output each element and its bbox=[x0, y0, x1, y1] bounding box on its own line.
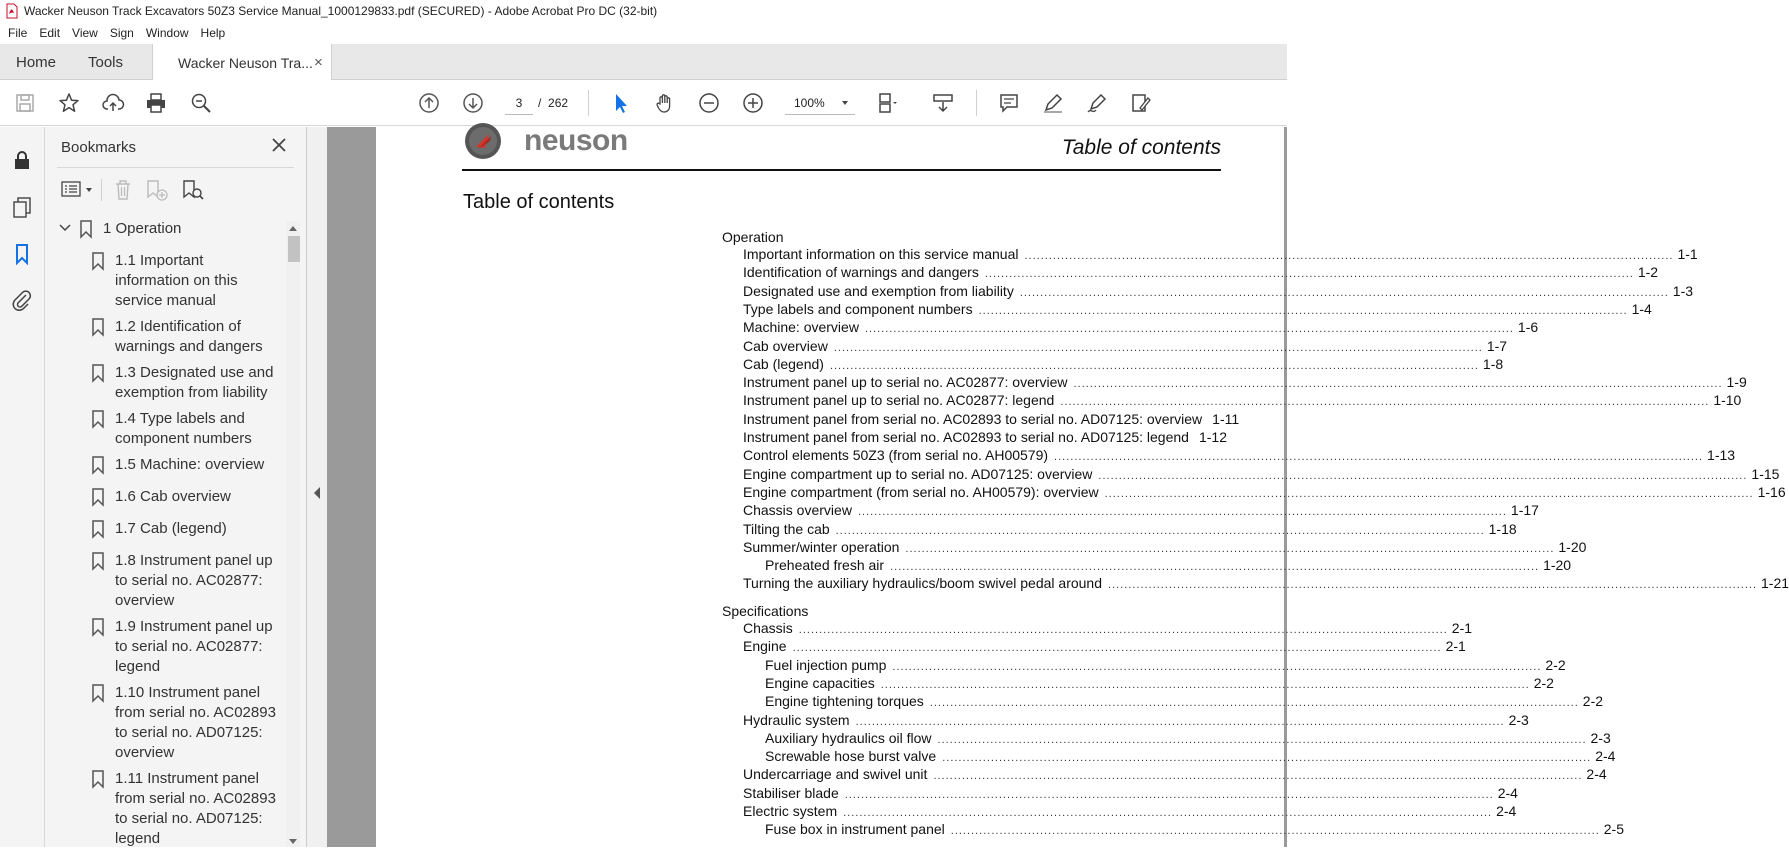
pdf-page bbox=[376, 124, 1789, 847]
toc-entry[interactable] bbox=[765, 729, 1611, 746]
new-bookmark-icon[interactable] bbox=[145, 179, 169, 201]
zoom-out-icon[interactable] bbox=[696, 90, 722, 116]
zoom-level-select[interactable]: 100% bbox=[785, 91, 855, 115]
menu-window[interactable]: Window bbox=[145, 26, 189, 40]
toc-leader-dots: ................................................................................................................................................................ bbox=[1098, 469, 1748, 482]
toc-entry[interactable] bbox=[743, 803, 1517, 819]
tab-tools[interactable]: Tools bbox=[88, 53, 124, 71]
toc-leader-dots: ................................................................................................................................................................ bbox=[978, 304, 1628, 317]
toc-entry-page: 1-13 bbox=[1707, 447, 1736, 464]
toc-leader-dots: ................................................................................................................................................................ bbox=[1024, 250, 1674, 262]
bookmark-label bbox=[115, 487, 280, 507]
bookmark-label-line: 1.1 Important bbox=[115, 252, 204, 269]
print-icon[interactable] bbox=[143, 90, 169, 116]
toc-entry-page: 1-21 bbox=[1761, 575, 1789, 592]
bookmark-label bbox=[115, 455, 280, 475]
toc-entry[interactable] bbox=[743, 784, 1518, 801]
page-header-title: Table of contents bbox=[1061, 136, 1221, 159]
bookmark-label-line: 1.5 Machine: overview bbox=[115, 456, 265, 473]
toc-leader-dots: ................................................................................................................................................................ bbox=[1054, 451, 1704, 464]
toc-entry-title: Hydraulic system bbox=[743, 711, 850, 728]
toc-entry[interactable] bbox=[743, 374, 1747, 391]
bookmark-item[interactable] bbox=[91, 487, 280, 507]
toc-entry-title: Engine bbox=[743, 638, 787, 655]
bookmark-item[interactable] bbox=[91, 409, 280, 449]
toc-entry[interactable] bbox=[743, 264, 1659, 281]
bookmark-label-line: information on this bbox=[115, 272, 238, 289]
toc-leader-dots: ................................................................................................................................................................ bbox=[929, 697, 1579, 710]
toc-entry-page: 1-3 bbox=[1672, 282, 1694, 299]
toc-leader-dots: ................................................................................................................................................................ bbox=[1060, 396, 1710, 409]
toc-entry-page: 1-1 bbox=[1677, 246, 1698, 262]
toc-entry-title: Tilting the cab bbox=[743, 520, 830, 537]
bookmark-label-line: 1.9 Instrument panel up bbox=[115, 618, 273, 635]
sign-pen-icon[interactable] bbox=[1084, 90, 1110, 116]
bookmarks-list bbox=[53, 219, 285, 847]
bookmark-label-line: 1.7 Cab (legend) bbox=[115, 520, 227, 537]
bookmark-label-line: exemption from liability bbox=[115, 384, 268, 401]
bookmark-label bbox=[115, 769, 280, 849]
fit-page-icon[interactable] bbox=[874, 90, 900, 116]
toc-entry-page: 1-12 bbox=[1198, 429, 1227, 445]
bookmark-label bbox=[115, 363, 280, 403]
bookmark-label bbox=[115, 683, 280, 763]
bookmark-icon bbox=[91, 770, 105, 788]
toc-entry-page: 2-4 bbox=[1496, 803, 1517, 819]
bookmark-label bbox=[103, 219, 268, 239]
toc-entry-title: Instrument panel up to serial no. AC02877: legend bbox=[743, 392, 1055, 409]
toc-leader-dots: ................................................................................................................................................................ bbox=[829, 359, 1479, 372]
toc-leader-dots: ................................................................................................................................................................ bbox=[844, 788, 1494, 801]
bookmark-item[interactable] bbox=[91, 617, 280, 677]
toc-entry-title: Instrument panel from serial no. AC02893 to serial no. AD07125: overview bbox=[743, 410, 1203, 427]
toc-entry-page: 2-3 bbox=[1508, 711, 1529, 728]
toolbar-separator bbox=[588, 90, 589, 116]
toc-entry-title: Important information on this service manual bbox=[743, 246, 1019, 262]
toc-entry[interactable] bbox=[743, 282, 1694, 299]
logo-wordmark: neuson bbox=[524, 124, 628, 157]
bookmarks-scrollbar[interactable] bbox=[286, 221, 300, 847]
toc-entry-page: 2-4 bbox=[1586, 766, 1607, 783]
menu-help[interactable]: Help bbox=[200, 26, 226, 40]
bookmark-label-line: 1.4 Type labels and bbox=[115, 410, 245, 427]
toc-entry-page: 1-17 bbox=[1510, 502, 1539, 519]
toc-entry-title: Type labels and component numbers bbox=[743, 300, 973, 317]
toc-leader-dots: ................................................................................................................................................................ bbox=[1019, 286, 1669, 299]
toc-heading: Table of contents bbox=[463, 191, 615, 213]
next-page-icon[interactable] bbox=[460, 90, 486, 116]
navigation-rail bbox=[0, 127, 45, 847]
panel-collapse-handle[interactable] bbox=[307, 127, 327, 847]
toc-entry[interactable] bbox=[743, 538, 1587, 555]
toc-leader-dots: ................................................................................................................................................................ bbox=[942, 752, 1592, 765]
page-thumbnails-icon[interactable] bbox=[11, 196, 33, 218]
bookmark-label bbox=[115, 617, 280, 677]
toc-leader-dots: ................................................................................................................................................................ bbox=[843, 807, 1493, 819]
bookmarks-toolbar bbox=[61, 177, 291, 205]
toc-leader-dots: ................................................................................................................................................................ bbox=[984, 268, 1634, 281]
bookmark-item[interactable] bbox=[91, 769, 280, 849]
toc-entry-title: Identification of warnings and dangers bbox=[743, 264, 979, 281]
toc-entry[interactable] bbox=[743, 502, 1539, 519]
toc-entry-page: 2-5 bbox=[1603, 821, 1624, 838]
toc-entry-page: 2-3 bbox=[1590, 729, 1611, 746]
toc-entry-title: Auxiliary hydraulics oil flow bbox=[765, 729, 932, 746]
bookmark-label-line: legend bbox=[115, 830, 161, 847]
toc-leader-dots: ................................................................................................................................................................ bbox=[792, 642, 1442, 655]
lock-icon[interactable] bbox=[11, 149, 33, 171]
toc-entry-title: Fuel injection pump bbox=[765, 656, 887, 673]
toc-entry[interactable] bbox=[743, 766, 1607, 783]
toc-entry-title: Designated use and exemption from liability bbox=[743, 282, 1014, 299]
tab-home[interactable]: Home bbox=[16, 53, 57, 71]
toc-entry-page: 2-1 bbox=[1445, 638, 1466, 655]
bookmark-icon bbox=[91, 552, 105, 570]
select-cursor-icon[interactable] bbox=[607, 90, 633, 116]
bookmarks-panel bbox=[45, 127, 307, 847]
toc-entry-page: 1-10 bbox=[1713, 392, 1742, 409]
previous-page-icon[interactable] bbox=[416, 90, 442, 116]
toc-entry-title: Engine tightening torques bbox=[765, 693, 924, 710]
bookmark-item[interactable] bbox=[91, 519, 280, 539]
tab-bar bbox=[0, 44, 1287, 80]
bookmark-label-line: service manual bbox=[115, 292, 216, 309]
toc-entry[interactable] bbox=[743, 392, 1742, 409]
bookmark-label bbox=[115, 519, 280, 539]
toc-entry-title: Electric system bbox=[743, 803, 838, 819]
toc-entry-title: Stabiliser blade bbox=[743, 784, 839, 801]
attachments-paperclip-icon[interactable] bbox=[11, 289, 33, 311]
toc-entry-title: Engine compartment up to serial no. AD07125: overview bbox=[743, 465, 1093, 482]
bookmark-label bbox=[115, 251, 280, 311]
scroll-mode-icon[interactable] bbox=[930, 90, 956, 116]
toc-leader-dots: ................................................................................................................................................................ bbox=[857, 506, 1507, 519]
menu-sign[interactable]: Sign bbox=[109, 26, 134, 40]
menu-edit[interactable]: Edit bbox=[39, 26, 61, 40]
toc-leader-dots: ................................................................................................................................................................ bbox=[880, 678, 1530, 691]
zoom-in-icon[interactable] bbox=[740, 90, 766, 116]
bookmark-label-line: from serial no. AC02893 bbox=[115, 704, 276, 721]
toc-entry-page: 1-16 bbox=[1757, 483, 1786, 500]
toc-leader-dots: ................................................................................................................................................................ bbox=[855, 715, 1505, 728]
toc-entry-title: Machine: overview bbox=[743, 319, 859, 336]
toc-entry-title: Chassis bbox=[743, 620, 793, 636]
bookmark-item[interactable] bbox=[91, 363, 280, 403]
toc-entry-page: 2-2 bbox=[1545, 656, 1566, 673]
window-title: Wacker Neuson Track Excavators 50Z3 Service Manual_1000129833.pdf (SECURED) - Adobe Acrobat Pro DC (32-bit) bbox=[24, 4, 658, 18]
toc-entry[interactable] bbox=[765, 656, 1566, 673]
toc-entry[interactable] bbox=[765, 748, 1616, 765]
tab-document-label: Wacker Neuson Tra... bbox=[178, 54, 313, 71]
bookmark-icon bbox=[91, 618, 105, 636]
toc-entry-title: Summer/winter operation bbox=[743, 538, 900, 555]
page-number-input[interactable]: 3 bbox=[505, 91, 533, 115]
toc-entry-page: 1-11 bbox=[1212, 410, 1240, 427]
toc-entry-page: 1-20 bbox=[1558, 538, 1587, 555]
bookmark-item[interactable] bbox=[59, 219, 268, 239]
find-zoom-icon[interactable] bbox=[188, 90, 214, 116]
bookmark-icon bbox=[91, 318, 105, 336]
wacker-neuson-logo-icon bbox=[464, 127, 502, 161]
bookmark-label-line: 1.2 Identification of bbox=[115, 318, 241, 335]
bookmark-label-line: to serial no. AD07125: bbox=[115, 724, 263, 741]
toc-entry[interactable] bbox=[743, 620, 1473, 636]
chevron-down-icon[interactable] bbox=[59, 219, 71, 237]
toolbar-separator bbox=[976, 90, 977, 116]
main-toolbar bbox=[0, 80, 1287, 126]
tab-close-icon[interactable]: × bbox=[314, 54, 323, 71]
bookmark-label-line: component numbers bbox=[115, 430, 252, 447]
cloud-upload-icon[interactable] bbox=[100, 90, 126, 116]
bookmark-label-line: 1.6 Cab overview bbox=[115, 488, 231, 505]
bookmarks-header: Bookmarks bbox=[61, 139, 137, 156]
toc-entry-page: 2-4 bbox=[1497, 784, 1518, 801]
toc-entry-title: Cab overview bbox=[743, 337, 828, 354]
toc-entry-title: Control elements 50Z3 (from serial no. AH00579) bbox=[743, 447, 1049, 464]
toc-leader-dots: ................................................................................................................................................................ bbox=[798, 624, 1448, 636]
toc-entry-page: 1-18 bbox=[1488, 520, 1517, 537]
toc-entry-page: 1-2 bbox=[1637, 264, 1659, 281]
bookmarks-scroll-thumb[interactable] bbox=[288, 236, 300, 262]
toc-leader-dots: ................................................................................................................................................................ bbox=[905, 542, 1555, 555]
bookmark-item[interactable] bbox=[91, 317, 280, 357]
bookmark-icon bbox=[91, 410, 105, 428]
toc-leader-dots: ................................................................................................................................................................ bbox=[833, 341, 1483, 354]
bookmark-label-line: from serial no. AC02893 bbox=[115, 790, 276, 807]
toc-entry[interactable] bbox=[743, 429, 1227, 445]
toc-entry[interactable] bbox=[765, 557, 1572, 574]
bookmark-label-line: to serial no. AD07125: bbox=[115, 810, 263, 827]
toc-entry[interactable] bbox=[743, 246, 1698, 262]
toc-entry-page: 2-4 bbox=[1595, 748, 1616, 765]
hand-tool-icon[interactable] bbox=[652, 90, 678, 116]
toc-entry-page: 1-9 bbox=[1726, 374, 1747, 391]
toc-entry[interactable] bbox=[743, 638, 1466, 655]
bookmark-label-line: to serial no. AC02877: bbox=[115, 572, 263, 589]
bookmark-item[interactable] bbox=[91, 251, 280, 311]
delete-bookmark-icon[interactable] bbox=[113, 179, 133, 201]
toc-entry-title: Undercarriage and swivel unit bbox=[743, 766, 928, 783]
bookmark-label-line: 1.3 Designated use and bbox=[115, 364, 274, 381]
toc-leader-dots: ................................................................................................................................................................ bbox=[835, 524, 1485, 537]
toc-entry[interactable] bbox=[743, 319, 1539, 336]
bookmark-label bbox=[115, 551, 280, 611]
bookmark-label-line: overview bbox=[115, 592, 175, 609]
bookmark-icon bbox=[91, 684, 105, 702]
page-total-count: 262 bbox=[548, 96, 569, 110]
toc-entry-title: Engine compartment (from serial no. AH00579): overview bbox=[743, 483, 1099, 500]
toc-entry-page: 1-6 bbox=[1517, 319, 1539, 336]
highlight-pen-icon[interactable] bbox=[1040, 90, 1066, 116]
bookmark-label-line: legend bbox=[115, 658, 161, 675]
bookmark-label-line: overview bbox=[115, 744, 175, 761]
edit-document-icon[interactable] bbox=[1128, 90, 1154, 116]
scroll-up-arrow-icon[interactable] bbox=[289, 225, 297, 231]
menu-file[interactable]: File bbox=[8, 26, 28, 40]
toc-leader-dots: ................................................................................................................................................................ bbox=[950, 825, 1600, 838]
toc-entry[interactable] bbox=[743, 300, 1652, 317]
bookmark-item[interactable] bbox=[91, 455, 280, 475]
toc-section-heading: Operation bbox=[722, 229, 784, 245]
menu-bar bbox=[0, 22, 1287, 44]
star-icon[interactable] bbox=[56, 90, 82, 116]
toc-entry-page: 2-2 bbox=[1533, 674, 1554, 691]
toc-entry-title: Fuse box in instrument panel bbox=[765, 821, 945, 838]
bookmark-options-menu-icon[interactable] bbox=[61, 181, 95, 199]
toc-entry-title: Cab (legend) bbox=[743, 355, 824, 372]
bookmarks-toolbar-separator bbox=[101, 179, 102, 201]
toc-entry[interactable] bbox=[743, 483, 1786, 500]
bookmark-label-line: 1 Operation bbox=[103, 220, 182, 237]
toc-entry[interactable] bbox=[743, 410, 1240, 427]
toc-entry-title: Turning the auxiliary hydraulics/boom swivel pedal around bbox=[743, 575, 1103, 592]
bookmark-icon bbox=[91, 364, 105, 382]
bookmark-label-line: 1.8 Instrument panel up bbox=[115, 552, 273, 569]
bookmarks-close-icon[interactable] bbox=[271, 137, 287, 153]
toc-entry[interactable] bbox=[743, 520, 1517, 537]
bookmark-item[interactable] bbox=[91, 551, 280, 611]
page-separator: / bbox=[538, 96, 542, 110]
toc-entry-title: Engine capacities bbox=[765, 674, 875, 691]
bookmark-label-line: 1.10 Instrument panel bbox=[115, 684, 261, 701]
bookmark-label bbox=[115, 317, 280, 357]
bookmarks-divider bbox=[57, 167, 294, 168]
window-titlebar bbox=[0, 0, 1287, 22]
toc-leader-dots: ................................................................................................................................................................ bbox=[864, 323, 1514, 336]
toc-entry[interactable] bbox=[765, 821, 1624, 838]
toc-entry-page: 2-1 bbox=[1451, 620, 1473, 636]
collapse-left-arrow-icon[interactable] bbox=[313, 487, 321, 499]
toc-entry-page: 2-2 bbox=[1582, 693, 1604, 710]
bookmark-label-line: warnings and dangers bbox=[115, 338, 263, 355]
bookmark-icon bbox=[91, 488, 105, 506]
toc-entry-page: 1-4 bbox=[1631, 300, 1652, 317]
toc-entry[interactable] bbox=[743, 337, 1508, 354]
toc-leader-dots: ................................................................................................................................................................ bbox=[1104, 487, 1754, 500]
toc-entry-page: 1-8 bbox=[1482, 355, 1504, 372]
toc-leader-dots: ................................................................................................................................................................ bbox=[892, 660, 1542, 673]
acrobat-pdf-icon bbox=[6, 4, 18, 18]
toc-entry-page: 1-7 bbox=[1486, 337, 1508, 354]
bookmark-icon bbox=[91, 520, 105, 538]
toc-entry-title: Screwable hose burst valve bbox=[765, 748, 937, 765]
expand-current-bookmark-icon[interactable] bbox=[181, 179, 205, 201]
toc-section-heading: Specifications bbox=[722, 603, 809, 619]
toc-leader-dots: ................................................................................................................................................................ bbox=[1108, 579, 1757, 592]
toc-entry[interactable] bbox=[743, 711, 1529, 728]
toc-entry-title: Chassis overview bbox=[743, 502, 852, 519]
toc-entry[interactable] bbox=[743, 447, 1736, 464]
toc-leader-dots: ................................................................................................................................................................ bbox=[937, 733, 1587, 746]
bookmark-panel-icon[interactable] bbox=[11, 243, 33, 265]
comment-icon[interactable] bbox=[996, 90, 1022, 116]
scroll-down-arrow-icon[interactable] bbox=[289, 839, 297, 845]
toc-leader-dots: ................................................................................................................................................................ bbox=[1073, 378, 1723, 391]
toc-entry-title: Instrument panel up to serial no. AC02877: overview bbox=[743, 374, 1068, 391]
page-total bbox=[538, 91, 568, 115]
tab-document[interactable] bbox=[152, 44, 332, 81]
menu-view[interactable]: View bbox=[72, 26, 98, 40]
bookmark-label-line: 1.11 Instrument panel bbox=[115, 770, 259, 787]
toc-entry[interactable] bbox=[743, 575, 1789, 592]
toc-entry[interactable] bbox=[743, 465, 1780, 482]
toc-entry[interactable] bbox=[765, 674, 1554, 691]
bookmark-label bbox=[115, 409, 280, 449]
toc-entry-page: 1-20 bbox=[1543, 557, 1572, 574]
bookmark-label-line: to serial no. AC02877: bbox=[115, 638, 263, 655]
toc-leader-dots: ................................................................................................................................................................ bbox=[890, 561, 1540, 574]
toc-entry-title: Instrument panel from serial no. AC02893 to serial no. AD07125: legend bbox=[743, 429, 1189, 445]
bookmark-icon bbox=[91, 252, 105, 270]
bookmark-icon bbox=[91, 456, 105, 474]
save-icon[interactable] bbox=[12, 90, 38, 116]
toc-entry-title: Preheated fresh air bbox=[765, 557, 885, 574]
toc-entry-page: 1-15 bbox=[1751, 465, 1780, 482]
toc-leader-dots: ................................................................................................................................................................ bbox=[933, 770, 1583, 783]
header-rule bbox=[462, 169, 1221, 171]
toc-entry[interactable] bbox=[765, 693, 1604, 710]
bookmark-item[interactable] bbox=[91, 683, 280, 763]
toc-entry[interactable] bbox=[743, 355, 1504, 372]
bookmark-icon bbox=[79, 220, 93, 238]
